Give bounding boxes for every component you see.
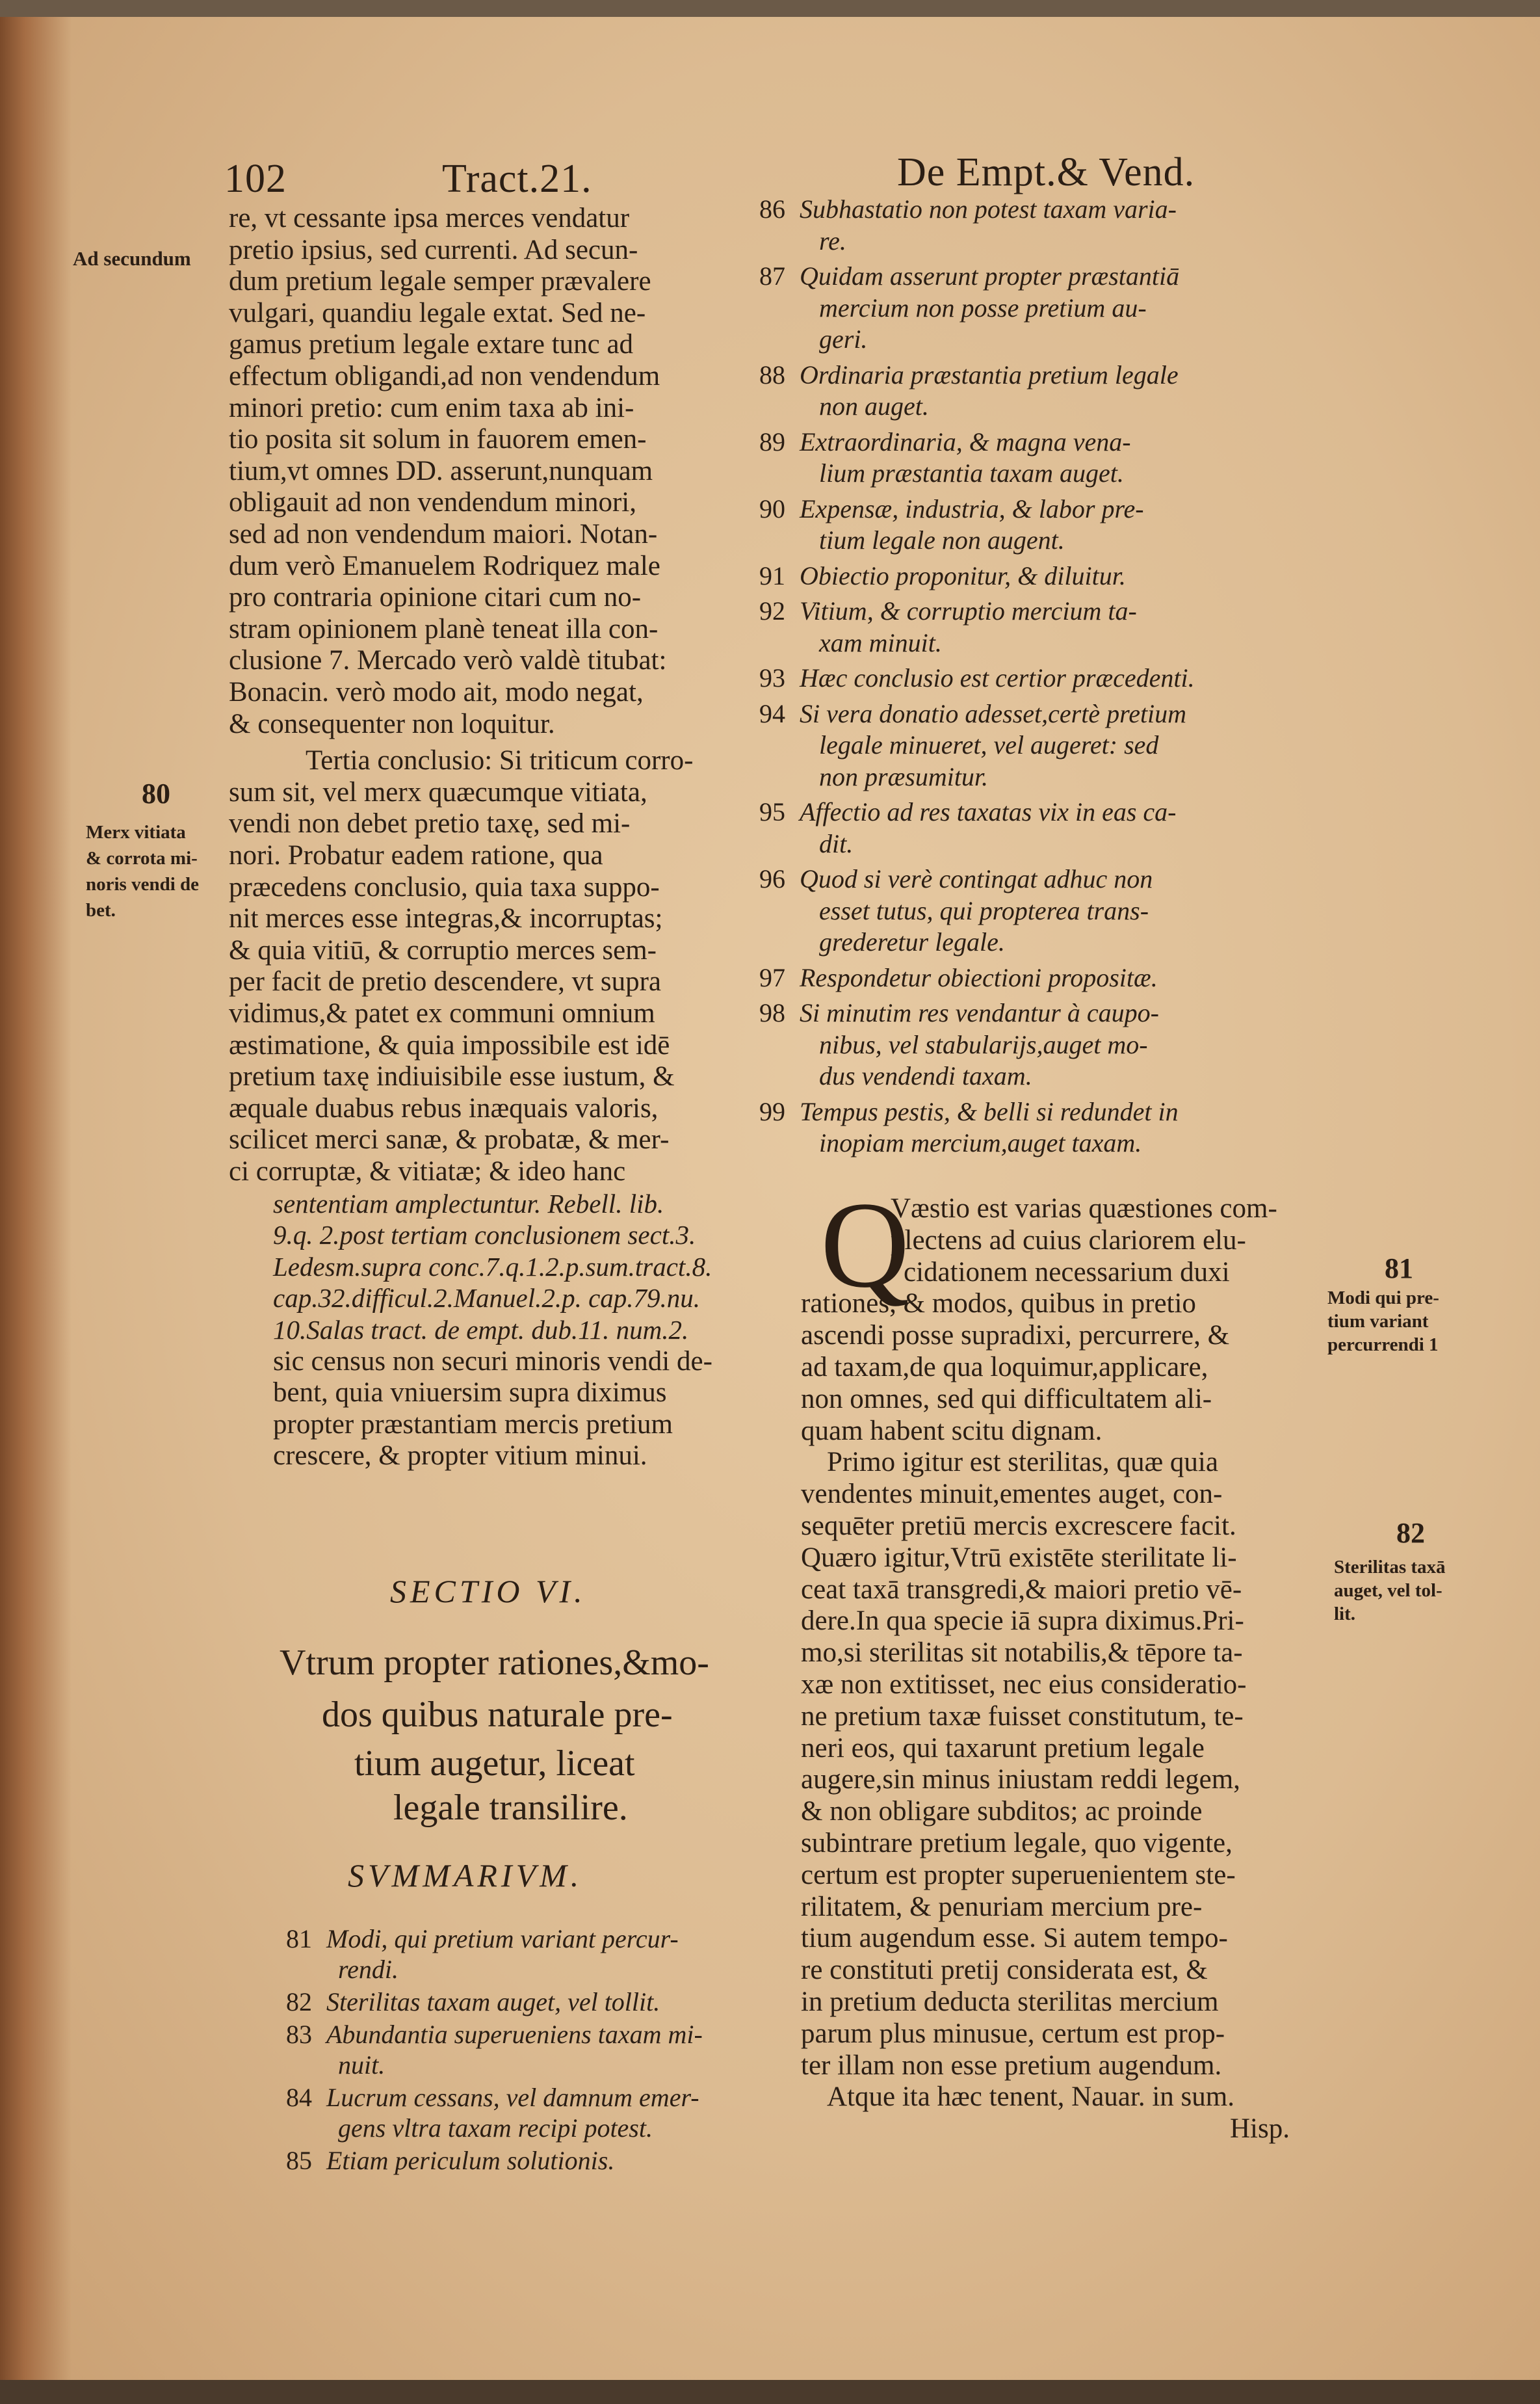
left-column-line: pro contraria opinione citari cum no-: [229, 582, 642, 613]
summarium-item-text: inopiam mercium,auget taxam.: [819, 1128, 1142, 1157]
left-column-line: ci corruptæ, & vitiatæ; & ideo hanc: [229, 1156, 626, 1187]
summarium-item-line: [819, 1029, 1148, 1061]
left-column-line: dum verò Emanuelem Rodriquez male: [229, 550, 660, 581]
page-number: 102: [224, 157, 287, 201]
right-column-line: parum plus minusue, certum est prop-: [801, 2018, 1225, 2049]
left-column-line: pretium taxę indiuisibile esse iustum, &: [229, 1061, 675, 1092]
margin-note-82-line: lit.: [1334, 1604, 1356, 1624]
left-column-line: Ledesm.supra conc.7.q.1.2.p.sum.tract.8.: [273, 1251, 712, 1282]
summarium-item-line: [819, 1128, 1142, 1159]
summarium-item-text: Si vera donatio adesset,certè pretium: [800, 698, 1187, 728]
left-column-line: clusione 7. Mercado verò valdè titubat:: [229, 645, 667, 676]
right-column-line: neri eos, qui taxarunt pretium legale: [801, 1732, 1205, 1763]
summarium-item-line: [819, 458, 1124, 489]
margin-note-80-line: noris vendi de: [86, 874, 200, 895]
margin-note-81-line: percurrendi 1: [1327, 1334, 1439, 1355]
drop-cap: Q: [820, 1177, 910, 1314]
right-column-line: xæ non extitisset, nec eius consideratio-: [801, 1669, 1247, 1700]
left-column-line: effectum obligandi,ad non vendendum: [229, 361, 660, 391]
top-edge: [0, 0, 1540, 17]
summarium-item-text: lium præstantia taxam auget.: [819, 458, 1124, 488]
summarium-item-line: [759, 1096, 1179, 1128]
margin-note-81-line: Modi qui pre-: [1327, 1288, 1439, 1308]
margin-note-81-number: 81: [1385, 1252, 1413, 1284]
left-column-line: vendi non debet pretio taxę, sed mi-: [229, 808, 631, 839]
left-column-line: propter præstantiam mercis pretium: [273, 1408, 673, 1440]
right-column-line: Atque ita hæc tenent, Nauar. in sum.: [827, 2081, 1234, 2113]
summarium-item-text: legale minueret, vel augeret: sed: [819, 730, 1159, 760]
left-column-line: per facit de pretio descendere, vt supra: [229, 966, 661, 997]
left-column-line: scilicet merci sanæ, & probatæ, & mer-: [229, 1124, 670, 1156]
summarium-item-text: esset tutus, qui propterea trans-: [819, 895, 1149, 925]
right-column-line: Primo igitur est sterilitas, quæ quia: [827, 1447, 1218, 1478]
summarium-item-text: Sterilitas taxam auget, vel tollit.: [326, 1987, 660, 2016]
summarium-item-line: [819, 627, 942, 659]
summarium-item-text: Abundantia superueniens taxam mi-: [326, 2020, 703, 2049]
margin-note-80-number: 80: [142, 778, 170, 810]
left-column-line: & quia vitiū, & corruptio merces sem-: [229, 934, 657, 966]
right-column-line: & non obligare subditos; ac proinde: [801, 1796, 1203, 1827]
left-column-line: cap.32.difficul.2.Manuel.2.p. cap.79.nu.: [273, 1283, 701, 1314]
summarium-item-line: [286, 2019, 703, 2050]
left-running-head: Tract.21.: [442, 157, 592, 201]
margin-note-81-line: tium variant: [1327, 1311, 1429, 1332]
summarium-item-number: 96: [759, 864, 785, 893]
summarium-item-line: [819, 324, 867, 355]
left-column-line: & consequenter non loquitur.: [229, 708, 555, 739]
summarium-item-line: [759, 596, 1137, 627]
left-column-line: Tertia conclusio: Si triticum corro-: [306, 745, 694, 776]
summarium-item-line: [759, 698, 1186, 730]
summarium-item-text: nuit.: [338, 2050, 385, 2080]
summarium-item-text: re.: [819, 226, 846, 256]
page-edge-shadow: [0, 0, 72, 2404]
summarium-item-text: Subhastatio non potest taxam varia-: [800, 194, 1177, 224]
right-column-line: rationes, & modos, quibus in pretio: [801, 1288, 1196, 1319]
summarium-item-line: [759, 427, 1131, 458]
right-column-line: Quæro igitur,Vtrū existēte sterilitate li-: [801, 1542, 1237, 1573]
summarium-item-line: [819, 1061, 1032, 1092]
summarium-item-text: grederetur legale.: [819, 927, 1005, 957]
summarium-item-number: 90: [759, 494, 785, 523]
summarium-item-line: [819, 927, 1005, 958]
summarium-item-line: [759, 360, 1179, 391]
right-column-line: tium augendum esse. Si autem tempo-: [801, 1923, 1228, 1954]
summarium-item-text: geri.: [819, 324, 868, 354]
summarium-item-text: dus vendendi taxam.: [819, 1061, 1032, 1090]
left-column-line: tium,vt omnes DD. asserunt,nunquam: [229, 455, 653, 486]
right-column-line: ascendi posse supradixi, percurrere, &: [801, 1320, 1230, 1351]
summarium-label: SVMMARIVM.: [348, 1857, 583, 1894]
section-label: SECTIO VI.: [390, 1573, 586, 1609]
summarium-item-number: 81: [286, 1924, 312, 1953]
right-column-line: plectens ad cuius clariorem elu-: [891, 1224, 1246, 1256]
summarium-item-line: [819, 293, 1147, 324]
left-column-line: nit merces esse integras,& incorruptas;: [229, 903, 663, 934]
summarium-item-number: 88: [759, 360, 785, 390]
summarium-item-line: [759, 261, 1179, 292]
left-column-line: 9.q. 2.post tertiam conclusionem sect.3.: [273, 1220, 696, 1250]
summarium-item-line: [819, 391, 929, 422]
summarium-item-line: [759, 797, 1176, 828]
summarium-item-line: [759, 194, 1177, 225]
summarium-item-line: [819, 895, 1149, 927]
right-column-line: ad taxam,de qua loquimur,applicare,: [801, 1352, 1208, 1382]
left-column-line: æstimatione, & quia impossibile est idē: [229, 1029, 670, 1061]
summarium-item-line: [759, 962, 1158, 994]
margin-note-80-line: & corrota mi-: [86, 848, 198, 869]
section-title-line: dos quibus naturale pre-: [322, 1695, 673, 1735]
summarium-item-number: 92: [759, 596, 785, 626]
margin-ad-secundum: Ad secundum: [73, 247, 191, 270]
left-column-line: dum pretium legale semper prævalere: [229, 266, 651, 297]
summarium-item-line: [286, 2145, 614, 2176]
left-column-line: re, vt cessante ipsa merces vendatur: [229, 203, 630, 233]
summarium-item-text: Quidam asserunt propter præstantiā: [800, 261, 1180, 291]
summarium-item-text: Extraordinaria, & magna vena-: [800, 427, 1131, 456]
right-column-line: rilitatem, & penuriam mercium pre-: [801, 1891, 1203, 1922]
summarium-item-text: Vitium, & corruptio mercium ta-: [800, 596, 1137, 626]
summarium-item-text: tium legale non augent.: [819, 525, 1065, 555]
left-column-line: tio posita sit solum in fauorem emen-: [229, 424, 647, 455]
right-column-line: mo,si sterilitas sit notabilis,& tēpore ta-: [801, 1637, 1243, 1669]
left-column-line: bent, quia vniuersim supra diximus: [273, 1377, 667, 1408]
summarium-item-text: nibus, vel stabularijs,auget mo-: [819, 1029, 1148, 1059]
left-column-line: Bonacin. verò modo ait, modo negat,: [229, 677, 644, 707]
summarium-item-number: 93: [759, 663, 785, 693]
summarium-item-number: 97: [759, 962, 785, 992]
right-column-line: Hisp.: [1230, 2113, 1290, 2145]
summarium-item-line: [759, 997, 1159, 1029]
summarium-item-number: 87: [759, 261, 785, 291]
left-column-line: sententiam amplectuntur. Rebell. lib.: [273, 1188, 664, 1219]
summarium-item-number: 98: [759, 998, 785, 1027]
summarium-item-text: Hæc conclusio est certior præcedenti.: [800, 663, 1195, 693]
left-column-line: minori pretio: cum enim taxa ab ini-: [229, 392, 634, 423]
section-title-line: legale transilire.: [393, 1788, 628, 1828]
summarium-item-line: [286, 1923, 679, 1955]
summarium-item-line: [759, 663, 1195, 694]
summarium-item-text: Si minutim res vendantur à caupo-: [800, 998, 1159, 1027]
left-column-line: sed ad non vendendum maiori. Notan-: [229, 519, 658, 549]
summarium-item-line: [338, 2113, 653, 2144]
summarium-item-text: Etiam periculum solutionis.: [326, 2146, 615, 2175]
summarium-item-text: Modi, qui pretium variant percur-: [326, 1924, 679, 1953]
left-column-line: nori. Probatur eadem ratione, qua: [229, 840, 603, 871]
margin-note-82-line: Sterilitas taxā: [1334, 1557, 1446, 1578]
summarium-item-number: 83: [286, 2020, 312, 2049]
right-column-line: ceat taxā transgredi,& maiori pretio vē-: [801, 1574, 1242, 1605]
summarium-item-line: [819, 828, 853, 860]
left-column-line: æquale duabus rebus inæquais valoris,: [229, 1092, 659, 1124]
section-title-line: Vtrum propter rationes,&mo-: [280, 1643, 709, 1683]
right-column-line: augere,sin minus iniustam reddi legem,: [801, 1764, 1240, 1795]
left-column-line: stram opinionem planè teneat illa con-: [229, 613, 659, 644]
summarium-item-text: Tempus pestis, & belli si redundet in: [800, 1096, 1179, 1126]
summarium-item-number: 84: [286, 2083, 312, 2112]
right-column-line: re constituti pretij considerata est, &: [801, 1955, 1208, 1986]
left-column-line: vidimus,& patet ex communi omnium: [229, 998, 655, 1029]
summarium-item-text: Ordinaria præstantia pretium legale: [800, 360, 1179, 390]
right-column-line: certum est propter superuenientem ste-: [801, 1859, 1236, 1890]
right-column-line: cidationem necessarium duxi: [904, 1256, 1230, 1288]
right-column-line: in pretium deducta sterilitas mercium: [801, 1987, 1219, 2017]
summarium-item-line: [759, 561, 1126, 592]
bottom-edge: [0, 2380, 1540, 2404]
left-column-line: 10.Salas tract. de empt. dub.11. num.2.: [273, 1315, 689, 1345]
left-column-line: crescere, & propter vitium minui.: [273, 1440, 647, 1472]
right-column-line: non omnes, sed qui difficultatem ali-: [801, 1383, 1212, 1414]
summarium-item-number: 94: [759, 698, 785, 728]
summarium-item-line: [819, 730, 1158, 761]
summarium-item-number: 86: [759, 194, 785, 224]
summarium-item-text: mercium non posse pretium au-: [819, 293, 1147, 323]
summarium-item-line: [338, 1954, 398, 1985]
summarium-item-text: gens vltra taxam recipi potest.: [338, 2113, 653, 2143]
summarium-item-line: [759, 494, 1144, 525]
left-column-line: gamus pretium legale extare tunc ad: [229, 329, 634, 360]
summarium-item-line: [819, 226, 846, 257]
summarium-item-text: non auget.: [819, 391, 929, 421]
summarium-item-number: 95: [759, 797, 785, 826]
summarium-item-text: xam minuit.: [819, 627, 942, 657]
right-column-line: vendentes minuit,ementes auget, con-: [801, 1479, 1223, 1510]
summarium-item-line: [286, 2082, 699, 2113]
summarium-item-number: 91: [759, 561, 785, 590]
summarium-item-text: Affectio ad res taxatas vix in eas ca-: [800, 797, 1177, 826]
summarium-item-line: [286, 1987, 660, 2018]
summarium-item-line: [759, 864, 1153, 895]
right-column-line: subintrare pretium legale, quo vigente,: [801, 1828, 1233, 1858]
summarium-item-text: dit.: [819, 828, 854, 858]
summarium-item-line: [819, 525, 1065, 556]
left-column-line: præcedens conclusio, quia taxa suppo-: [229, 871, 660, 903]
section-title-line: tium augetur, liceat: [354, 1743, 635, 1784]
right-column-line: Væstio est varias quæstiones com-: [891, 1193, 1277, 1224]
summarium-item-number: 89: [759, 427, 785, 456]
right-column-line: quam habent scitu dignam.: [801, 1415, 1103, 1446]
summarium-item-number: 82: [286, 1987, 312, 2016]
right-column-line: sequēter pretiū mercis excrescere facit.: [801, 1511, 1236, 1541]
summarium-item-number: 85: [286, 2146, 312, 2175]
left-column-line: pretio ipsius, sed currenti. Ad secun-: [229, 234, 638, 265]
summarium-item-line: [819, 761, 988, 793]
left-column-line: sum sit, vel merx quæcumque vitiata,: [229, 776, 647, 808]
summarium-item-text: Quod si verè contingat adhuc non: [800, 864, 1153, 893]
right-column-line: dere.In qua specie iā supra diximus.Pri-: [801, 1605, 1244, 1637]
right-column-line: ter illam non esse pretium augendum.: [801, 2050, 1222, 2081]
summarium-item-text: Lucrum cessans, vel damnum emer-: [326, 2083, 699, 2112]
left-column-line: sic census non securi minoris vendi de-: [273, 1345, 712, 1377]
summarium-item-text: non præsumitur.: [819, 761, 989, 791]
summarium-item-line: [338, 2050, 385, 2081]
margin-note-80-line: Merx vitiata: [86, 822, 186, 843]
right-running-head: De Empt.& Vend.: [897, 150, 1195, 194]
right-column-line: ne pretium taxæ fuisset constitutum, te-: [801, 1700, 1244, 1732]
summarium-item-text: Expensæ, industria, & labor pre-: [800, 494, 1144, 523]
margin-note-82-number: 82: [1396, 1517, 1425, 1549]
left-column-line: vulgari, quandiu legale extat. Sed ne-: [229, 297, 646, 328]
summarium-item-text: rendi.: [338, 1955, 398, 1984]
summarium-item-number: 99: [759, 1096, 785, 1126]
summarium-item-text: Obiectio proponitur, & diluitur.: [800, 561, 1126, 590]
margin-note-80-line: bet.: [86, 900, 116, 921]
summarium-item-text: Respondetur obiectioni propositæ.: [800, 962, 1158, 992]
margin-note-82-line: auget, vel tol-: [1334, 1580, 1442, 1601]
left-column-line: obligauit ad non vendendum minori,: [229, 487, 636, 518]
